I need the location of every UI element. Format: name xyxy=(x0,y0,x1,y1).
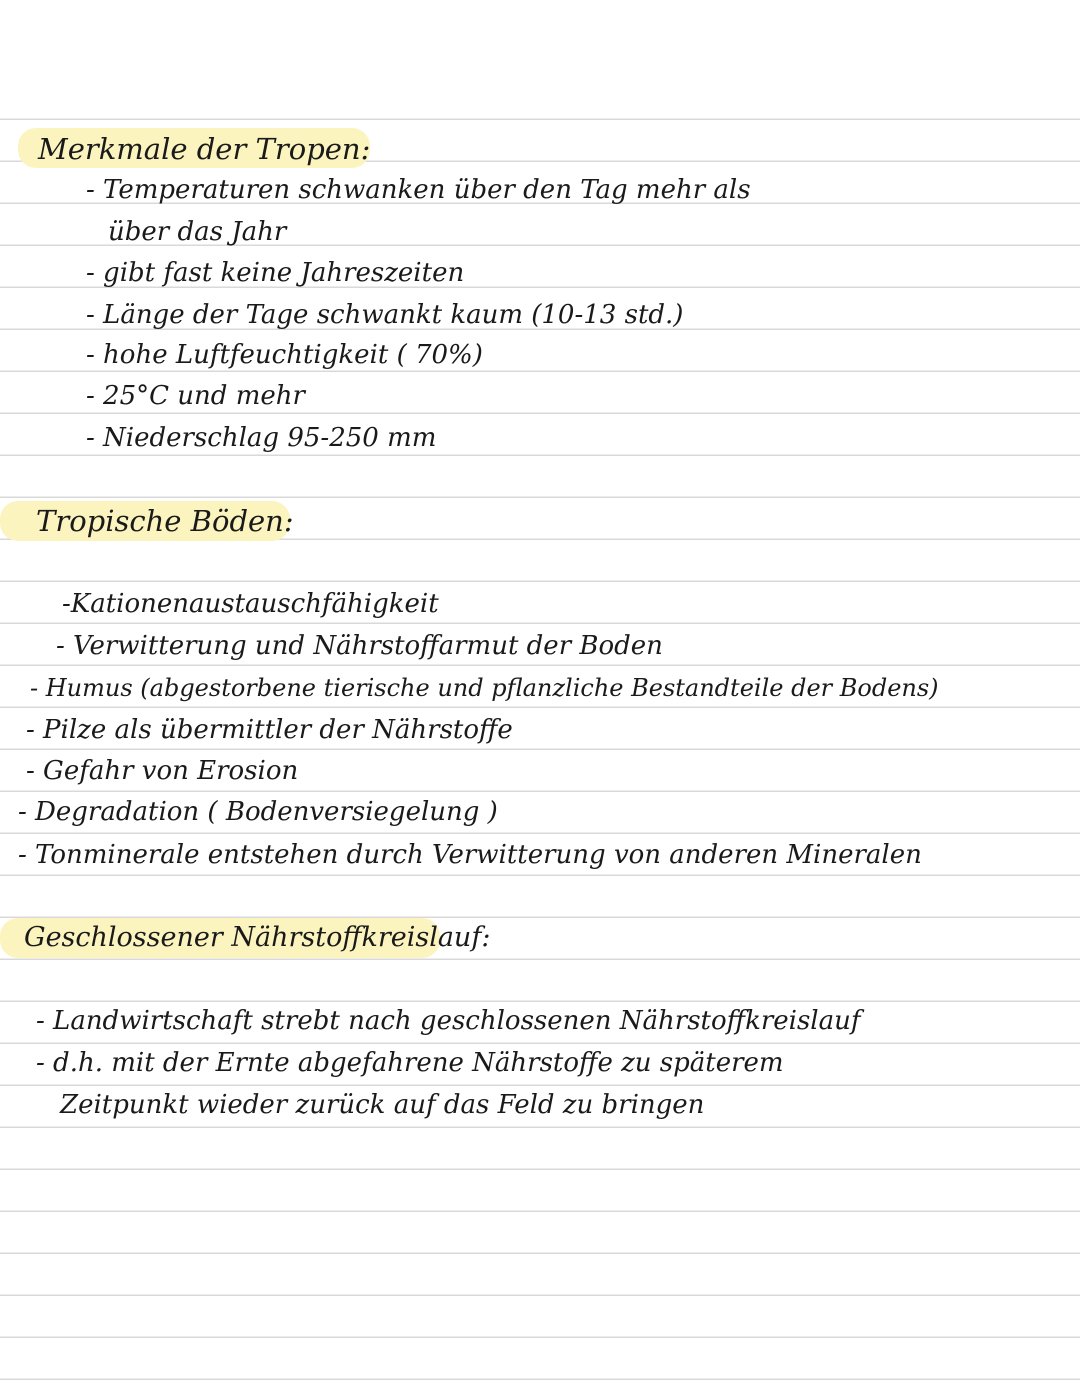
note-line: - 25°C und mehr xyxy=(86,381,305,411)
note-line: - Temperaturen schwanken über den Tag mehr als xyxy=(86,175,751,205)
note-line: - Pilze als übermittler der Nährstoffe xyxy=(26,715,513,745)
note-line: - Verwitterung und Nährstoffarmut der Boden xyxy=(56,631,663,661)
note-line: - Humus (abgestorbene tierische und pflanzliche Bestandteile der Bodens) xyxy=(30,674,939,702)
note-line: - hohe Luftfeuchtigkeit ( 70%) xyxy=(86,340,483,370)
note-line: -Kationenaustauschfähigkeit xyxy=(62,589,439,619)
note-line: - Länge der Tage schwankt kaum (10-13 std.) xyxy=(86,300,684,330)
note-line: über das Jahr xyxy=(108,217,287,247)
note-line: - gibt fast keine Jahreszeiten xyxy=(86,258,465,288)
section-heading-soils: Tropische Böden: xyxy=(36,504,294,538)
note-line: - Tonminerale entstehen durch Verwitterung von anderen Mineralen xyxy=(18,840,922,870)
section-heading-nutrient-cycle: Geschlossener Nährstoffkreislauf: xyxy=(24,922,491,953)
note-line: - Niederschlag 95-250 mm xyxy=(86,423,437,453)
note-line: Zeitpunkt wieder zurück auf das Feld zu bringen xyxy=(60,1090,705,1120)
section-heading-tropics: Merkmale der Tropen: xyxy=(38,132,371,166)
note-line: - d.h. mit der Ernte abgefahrene Nährstoffe zu späterem xyxy=(36,1048,784,1078)
note-line: - Landwirtschaft strebt nach geschlossenen Nährstoffkreislauf xyxy=(36,1006,861,1036)
note-line: - Gefahr von Erosion xyxy=(26,756,299,786)
note-line: - Degradation ( Bodenversiegelung ) xyxy=(18,797,498,827)
